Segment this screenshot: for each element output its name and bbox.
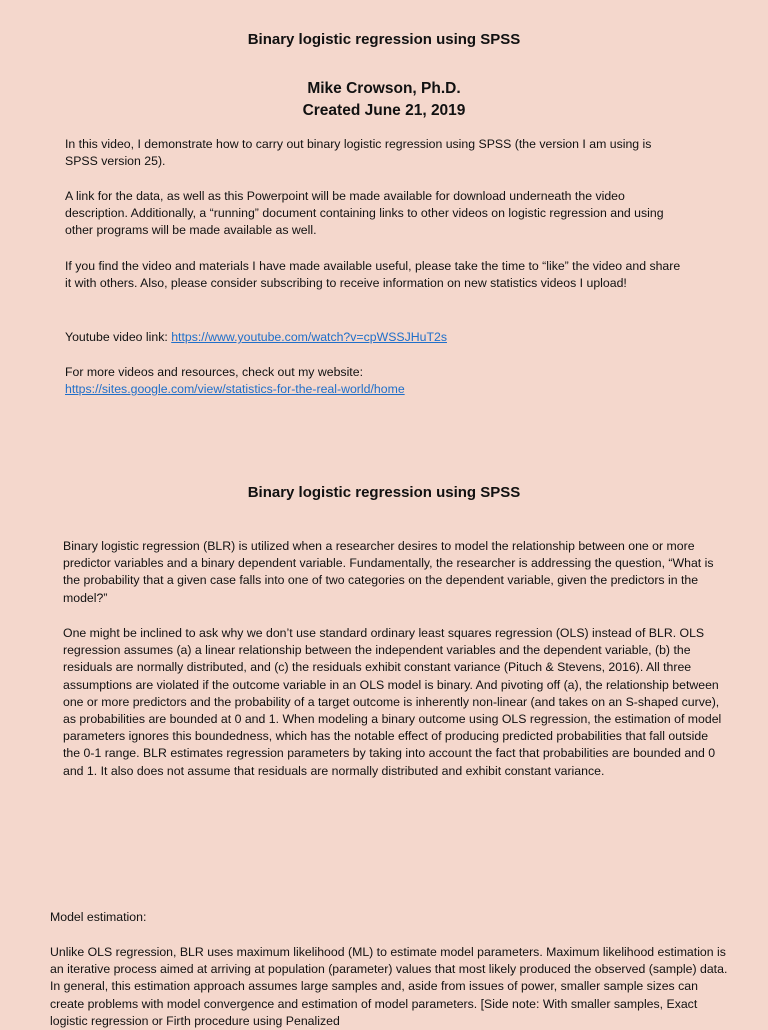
website-label: For more videos and resources, check out my website: [65,365,363,379]
author-name: Mike Crowson, Ph.D. [307,80,461,97]
website-link[interactable]: https://sites.google.com/view/statistics-for-the-real-world/home [65,382,405,397]
overview-paragraph-1: Binary logistic regression (BLR) is utilized when a researcher desires to model the relationship between one or more predictor variables and a binary dependent variable. Fundamentally, the researcher is addressing the question, “What is the probability that a given case falls into one of two categories on the dependent variable, given the predictors in the model?” [63,539,714,605]
slide-title: Binary logistic regression using SPSS [247,31,521,48]
slide-title: Binary logistic regression using SPSS [247,484,521,501]
slide-model-estimation [0,860,768,1028]
slide-intro [0,0,768,440]
youtube-link[interactable]: https://www.youtube.com/watch?v=cpWSSJHuT2s [171,330,447,344]
intro-paragraph-3: If you find the video and materials I have made available useful, please take the time to “like” the video and share it with others. Also, please consider subscribing to receive information on new statistics videos I upload! [65,259,681,291]
created-date: Created June 21, 2019 [302,102,466,119]
author-block [0,78,768,122]
estimation-paragraph: Unlike OLS regression, BLR uses maximum likelihood (ML) to estimate model parameters. Maximum likelihood estimation is an iterative process aimed at arriving at population (parameter) values that most likely produced the observed (sample) data. In general, this estimation approach assumes large samples and, aside from issues of power, smaller sample sizes can create problems with model convergence and estimation of model parameters. [Side note: With smaller samples, Exact logistic regression or Firth procedure using Penalized [50,945,728,1028]
section-heading: Model estimation: [50,910,147,924]
youtube-label: Youtube video link: [65,330,172,344]
intro-paragraph-2: A link for the data, as well as this Powerpoint will be made available for download underneath the video description. Additionally, a “running” document containing links to other videos on logistic regression and using other programs will be made available as well. [65,189,664,238]
website-block [65,364,685,398]
intro-paragraph-1: In this video, I demonstrate how to carry out binary logistic regression using SPSS (the version I am using is SPSS version 25). [65,137,652,169]
overview-paragraph-2: One might be inclined to ask why we don’t use standard ordinary least squares regression (OLS) instead of BLR. OLS regression assumes (a) a linear relationship between the independent variables and the dependent variable, (b) the residuals are normally distributed, and (c) the residuals exhibit constant variance (Pituch & Stevens, 2016). All three assumptions are violated if the outcome variable in an OLS model is binary. And pivoting off (a), the relationship between one or more predictors and the probability of a target outcome is inherently non-linear (and takes on an S-shaped curve), as probabilities are bounded at 0 and 1. When modeling a binary outcome using OLS regression, the estimation of model parameters ignores this boundedness, which has the notable effect of producing predicted probabilities that fall outside the 0-1 range. BLR estimates regression parameters by taking into account the fact that probabilities are bounded and 0 and 1. It also does not assume that residuals are normally distributed and exhibit constant variance. [63,626,722,778]
slide-overview [0,440,768,860]
youtube-line [65,329,685,346]
